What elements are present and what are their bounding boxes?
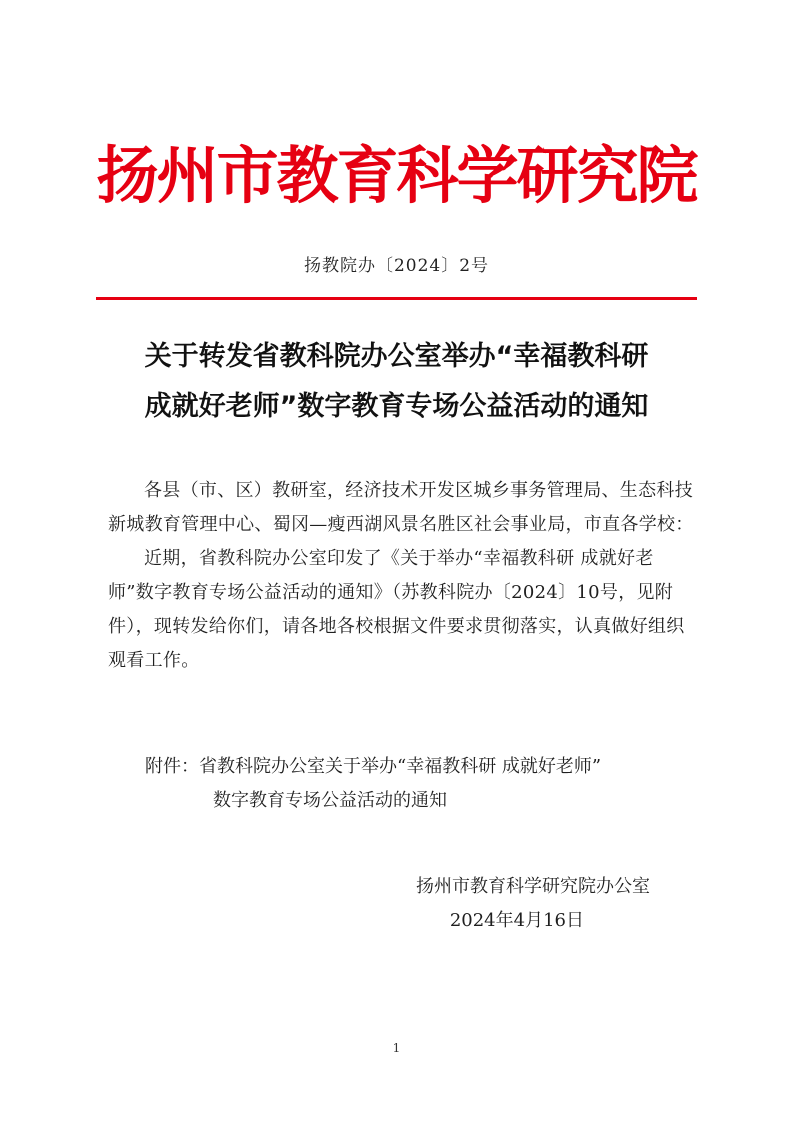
signature-organization: 扬州市教育科学研究院办公室 (416, 876, 650, 897)
salutation-paragraph: 各县（市、区）教研室，经济技术开发区城乡事务管理局、生态科技新城教育管理中心、蜀冈—瘦西湖风景名胜区社会事业局，市直各学校： (108, 480, 694, 535)
masthead-title: 扬州市教育科学研究院 (96, 139, 697, 212)
notice-title-line-1: 关于转发省教科院办公室举办“幸福教科研 (144, 341, 649, 372)
main-paragraph: 近期，省教科院办公室印发了《关于举办“幸福教科研 成就好老师”数字教育专场公益活动的通知》（苏教科院办〔2024〕10号，见附件），现转发给你们，请各地各校根据文件要求贯彻落实，认真做好组织观看工作。 (108, 548, 685, 671)
attachment-note (145, 750, 700, 818)
notice-body (108, 474, 698, 678)
attachment-line-2: 数字教育专场公益活动的通知 (213, 790, 447, 811)
notice-title (96, 332, 697, 432)
signature-date: 2024年4月16日 (449, 910, 584, 931)
red-divider-line (96, 297, 697, 300)
page-number: 1 (392, 1041, 401, 1055)
attachment-line-1: 附件：省教科院办公室关于举办“幸福教科研 成就好老师” (145, 756, 602, 777)
signature-block (370, 870, 680, 938)
notice-title-line-2: 成就好老师”数字教育专场公益活动的通知 (144, 391, 649, 422)
document-number: 扬教院办〔2024〕2号 (303, 256, 490, 276)
